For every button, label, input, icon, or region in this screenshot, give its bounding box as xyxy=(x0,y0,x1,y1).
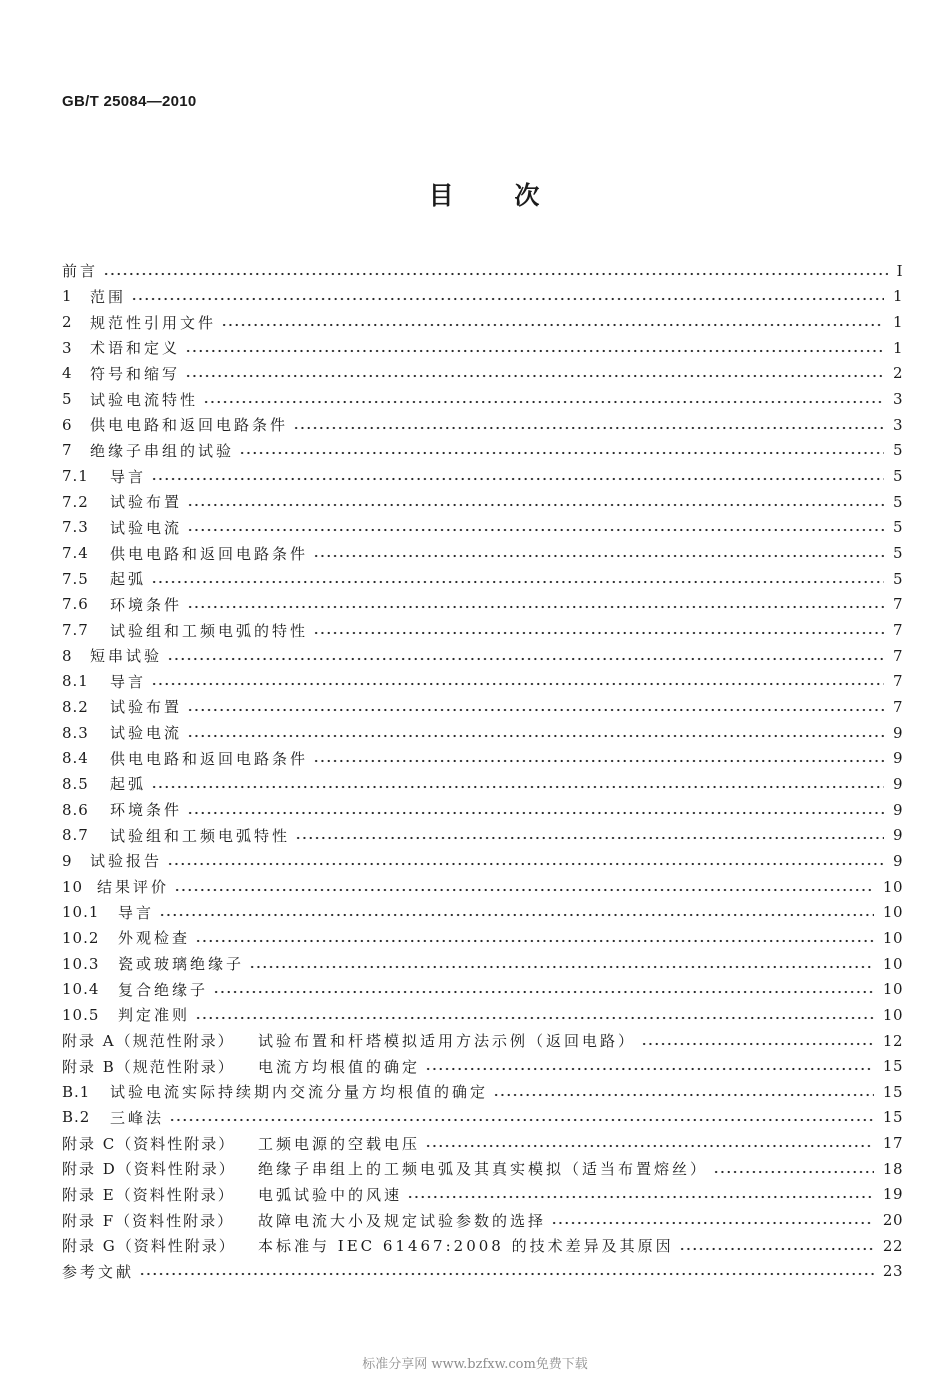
toc-entry xyxy=(62,617,903,643)
toc-entry-page: 5 xyxy=(892,569,903,588)
toc-entry-page: 7 xyxy=(892,672,903,691)
toc-leader-dots xyxy=(679,1246,874,1252)
toc-leader-dots xyxy=(131,296,884,302)
toc-entry-page: 12 xyxy=(882,1031,903,1050)
toc-entry xyxy=(62,258,903,284)
toc-entry-page: 7 xyxy=(892,646,903,665)
toc-leader-dots xyxy=(169,1117,874,1123)
table-of-contents xyxy=(62,258,903,1284)
toc-entry-number: 8.5 xyxy=(62,774,89,793)
toc-entry xyxy=(62,771,903,797)
toc-entry-title: 短串试验 xyxy=(90,647,163,666)
toc-entry xyxy=(62,386,903,412)
toc-entry-page: 9 xyxy=(892,749,903,768)
toc-entry-page: 10 xyxy=(882,877,903,896)
toc-leader-dots xyxy=(151,476,884,482)
toc-entry xyxy=(62,1105,903,1131)
toc-entry xyxy=(62,951,903,977)
toc-entry-page: Ⅰ xyxy=(896,261,903,280)
toc-entry-page: 5 xyxy=(892,544,903,563)
toc-entry-title: 试验组和工频电弧特性 xyxy=(110,826,291,845)
toc-entry-page: 15 xyxy=(882,1057,903,1076)
toc-leader-dots xyxy=(213,989,874,995)
toc-entry-page: 5 xyxy=(892,467,903,486)
toc-entry xyxy=(62,463,903,489)
toc-entry-title: 起弧 xyxy=(110,775,147,794)
toc-entry-number: 5 xyxy=(62,390,73,409)
toc-entry-number: 7.7 xyxy=(62,621,89,640)
toc-entry-page: 17 xyxy=(882,1134,903,1153)
toc-entry-title: 复合绝缘子 xyxy=(118,980,209,999)
toc-entry-page: 3 xyxy=(892,390,903,409)
toc-entry-number: 7.3 xyxy=(62,518,89,537)
toc-entry-page: 9 xyxy=(892,774,903,793)
toc-entry-page: 10 xyxy=(882,1005,903,1024)
toc-entry-page: 9 xyxy=(892,723,903,742)
toc-entry-title: 结果评价 xyxy=(97,878,170,897)
toc-entry-number: 8.2 xyxy=(62,697,89,716)
toc-entry-number: 3 xyxy=(62,338,73,357)
toc-entry-number: 8.3 xyxy=(62,723,89,742)
toc-entry-title: 绝缘子串组的试验 xyxy=(90,441,235,460)
toc-leader-dots xyxy=(151,784,884,790)
toc-entry-page: 1 xyxy=(892,287,903,306)
toc-leader-dots xyxy=(187,502,884,508)
toc-leader-dots xyxy=(187,604,884,610)
toc-entry-number: 6 xyxy=(62,415,73,434)
toc-entry-page: 20 xyxy=(882,1211,903,1230)
toc-entry-page: 7 xyxy=(892,595,903,614)
toc-entry-title: 试验电流实际持续期内交流分量方均根值的确定 xyxy=(110,1083,489,1102)
toc-entry-page: 2 xyxy=(892,364,903,383)
toc-entry xyxy=(62,874,903,900)
toc-leader-dots xyxy=(187,707,884,713)
toc-entry xyxy=(62,925,903,951)
toc-entry-number: 7.4 xyxy=(62,544,89,563)
toc-leader-dots xyxy=(295,835,884,841)
toc-entry-page: 3 xyxy=(892,415,903,434)
toc-entry-page: 10 xyxy=(882,903,903,922)
toc-entry-title: 符号和缩写 xyxy=(90,364,181,383)
toc-entry xyxy=(62,669,903,695)
toc-leader-dots xyxy=(313,553,884,559)
toc-leader-dots xyxy=(159,912,874,918)
toc-entry-number: 1 xyxy=(62,287,73,306)
toc-entry-page: 5 xyxy=(892,492,903,511)
toc-leader-dots xyxy=(187,733,884,739)
toc-leader-dots xyxy=(185,373,884,379)
toc-entry-number: 附录 B（规范性附录） xyxy=(62,1057,235,1076)
toc-entry xyxy=(62,412,903,438)
toc-entry-title: 供电电路和返回电路条件 xyxy=(110,749,309,768)
toc-entry-number: 附录 A（规范性附录） xyxy=(62,1032,235,1051)
toc-entry-page: 18 xyxy=(882,1159,903,1178)
toc-entry xyxy=(62,284,903,310)
toc-entry-page: 23 xyxy=(882,1262,903,1281)
toc-entry-number: 附录 D（资料性附录） xyxy=(62,1160,236,1179)
toc-entry-title: 工频电源的空载电压 xyxy=(258,1134,421,1153)
toc-entry-title: 电弧试验中的风速 xyxy=(258,1185,403,1204)
toc-entry xyxy=(62,566,903,592)
toc-leader-dots xyxy=(174,887,874,893)
toc-leader-dots xyxy=(249,964,874,970)
toc-entry-number: 附录 E（资料性附录） xyxy=(62,1185,235,1204)
toc-leader-dots xyxy=(139,1271,874,1277)
toc-entry xyxy=(62,1079,903,1105)
toc-entry-title: 供电电路和返回电路条件 xyxy=(90,416,289,435)
toc-entry-title: 环境条件 xyxy=(110,801,183,820)
toc-entry-page: 1 xyxy=(892,338,903,357)
toc-entry-title: 外观检查 xyxy=(118,929,191,948)
toc-entry-number: 10 xyxy=(62,877,84,896)
toc-entry xyxy=(62,694,903,720)
toc-entry-page: 9 xyxy=(892,800,903,819)
toc-entry-number: 8.7 xyxy=(62,826,89,845)
toc-entry-title: 试验布置和杆塔模拟适用方法示例（返回电路） xyxy=(258,1032,637,1051)
toc-leader-dots xyxy=(103,271,888,277)
watermark: 标准分享网 www.bzfxw.com免费下载 xyxy=(362,1357,588,1372)
toc-entry-number: 7 xyxy=(62,441,73,460)
toc-leader-dots xyxy=(195,1015,874,1021)
toc-entry-title: 环境条件 xyxy=(110,595,183,614)
toc-entry-title: 供电电路和返回电路条件 xyxy=(110,544,309,563)
toc-entry xyxy=(62,1002,903,1028)
toc-entry xyxy=(62,797,903,823)
toc-entry xyxy=(62,1207,903,1233)
toc-entry-title: 试验报告 xyxy=(90,852,163,871)
toc-entry xyxy=(62,1233,903,1259)
toc-entry-title: 故障电流大小及规定试验参数的选择 xyxy=(258,1211,547,1230)
toc-leader-dots xyxy=(425,1066,874,1072)
toc-entry-page: 15 xyxy=(882,1082,903,1101)
toc-entry xyxy=(62,540,903,566)
toc-entry-page: 7 xyxy=(892,621,903,640)
toc-entry-number: 7.2 xyxy=(62,492,89,511)
toc-entry-number: 10.2 xyxy=(62,928,100,947)
toc-entry-title: 判定准则 xyxy=(118,1006,191,1025)
toc-entry xyxy=(62,720,903,746)
toc-entry-number: 8.6 xyxy=(62,800,89,819)
toc-entry-number: B.1 xyxy=(62,1082,91,1101)
toc-leader-dots xyxy=(187,527,884,533)
toc-leader-dots xyxy=(151,681,884,687)
toc-leader-dots xyxy=(425,1143,874,1149)
toc-entry-page: 22 xyxy=(882,1236,903,1255)
toc-entry xyxy=(62,361,903,387)
toc-leader-dots xyxy=(187,810,884,816)
toc-entry-title: 试验电流 xyxy=(110,518,183,537)
toc-entry xyxy=(62,515,903,541)
toc-entry-number: 8.4 xyxy=(62,749,89,768)
toc-entry xyxy=(62,1182,903,1208)
toc-entry-page: 5 xyxy=(892,441,903,460)
toc-leader-dots xyxy=(151,579,884,585)
toc-entry-title: 绝缘子串组上的工频电弧及其真实模拟（适当布置熔丝） xyxy=(258,1160,709,1179)
toc-leader-dots xyxy=(167,656,884,662)
toc-entry-title: 三峰法 xyxy=(110,1108,165,1127)
toc-leader-dots xyxy=(313,758,884,764)
toc-entry-title: 规范性引用文件 xyxy=(90,313,217,332)
toc-entry-title: 电流方均根值的确定 xyxy=(258,1057,421,1076)
toc-entry-page: 10 xyxy=(882,980,903,999)
toc-entry-title: 试验电流特性 xyxy=(90,390,199,409)
toc-leader-dots xyxy=(293,425,884,431)
toc-entry-number: 附录 G（资料性附录） xyxy=(62,1237,236,1256)
toc-entry-page: 7 xyxy=(892,697,903,716)
toc-entry-title: 起弧 xyxy=(110,570,147,589)
toc-leader-dots xyxy=(185,348,884,354)
toc-entry-page: 10 xyxy=(882,954,903,973)
toc-leader-dots xyxy=(407,1194,874,1200)
standard-code: GB/T 25084—2010 xyxy=(62,93,197,110)
toc-entry xyxy=(62,976,903,1002)
toc-entry xyxy=(62,848,903,874)
toc-entry-page: 1 xyxy=(892,313,903,332)
toc-entry xyxy=(62,643,903,669)
toc-entry-number: 附录 F（资料性附录） xyxy=(62,1211,235,1230)
toc-entry-number: 附录 C（资料性附录） xyxy=(62,1134,236,1153)
toc-entry xyxy=(62,1130,903,1156)
toc-entry-title: 导言 xyxy=(110,467,147,486)
toc-entry-page: 9 xyxy=(892,851,903,870)
toc-entry xyxy=(62,1028,903,1054)
toc-entry-page: 19 xyxy=(882,1185,903,1204)
toc-entry-title: 本标准与 IEC 61467:2008 的技术差异及其原因 xyxy=(258,1237,674,1256)
toc-leader-dots xyxy=(221,322,884,328)
toc-entry-number: 8.1 xyxy=(62,672,89,691)
page-title: 目 次 xyxy=(428,181,540,210)
toc-leader-dots xyxy=(239,450,884,456)
toc-entry-page: 5 xyxy=(892,518,903,537)
toc-leader-dots xyxy=(551,1220,874,1226)
toc-entry-title: 导言 xyxy=(110,672,147,691)
toc-leader-dots xyxy=(493,1092,874,1098)
toc-entry-number: 7.6 xyxy=(62,595,89,614)
toc-entry-number: 10.4 xyxy=(62,980,100,999)
toc-entry-number: 10.1 xyxy=(62,903,100,922)
toc-entry-page: 9 xyxy=(892,826,903,845)
toc-leader-dots xyxy=(195,938,874,944)
toc-leader-dots xyxy=(713,1169,874,1175)
toc-entry-page: 10 xyxy=(882,928,903,947)
toc-entry-title: 术语和定义 xyxy=(90,339,181,358)
toc-entry-number: 10.5 xyxy=(62,1005,100,1024)
toc-leader-dots xyxy=(641,1041,874,1047)
toc-entry-number: 7.5 xyxy=(62,569,89,588)
toc-entry-number: 10.3 xyxy=(62,954,100,973)
toc-entry xyxy=(62,592,903,618)
toc-entry-number: 2 xyxy=(62,313,73,332)
toc-entry-title: 试验组和工频电弧的特性 xyxy=(110,621,309,640)
toc-entry-title: 范围 xyxy=(90,287,127,306)
toc-leader-dots xyxy=(203,399,884,405)
toc-leader-dots xyxy=(167,861,884,867)
toc-entry-number: 7.1 xyxy=(62,467,89,486)
toc-entry-title: 导言 xyxy=(118,903,155,922)
toc-entry-title: 前言 xyxy=(62,262,99,281)
toc-entry xyxy=(62,1156,903,1182)
toc-entry xyxy=(62,309,903,335)
toc-entry-title: 试验布置 xyxy=(110,698,183,717)
toc-entry xyxy=(62,822,903,848)
toc-entry-number: 4 xyxy=(62,364,73,383)
toc-entry xyxy=(62,1259,903,1285)
toc-entry-title: 瓷或玻璃绝缘子 xyxy=(118,955,245,974)
toc-entry-title: 试验布置 xyxy=(110,493,183,512)
toc-entry xyxy=(62,1053,903,1079)
toc-entry xyxy=(62,745,903,771)
toc-entry-number: 8 xyxy=(62,646,73,665)
toc-entry-title: 参考文献 xyxy=(62,1262,135,1281)
toc-entry-number: 9 xyxy=(62,851,73,870)
toc-leader-dots xyxy=(313,630,884,636)
toc-entry xyxy=(62,899,903,925)
toc-entry-number: B.2 xyxy=(62,1108,91,1127)
toc-entry xyxy=(62,489,903,515)
toc-entry xyxy=(62,335,903,361)
toc-entry xyxy=(62,438,903,464)
toc-entry-page: 15 xyxy=(882,1108,903,1127)
toc-entry-title: 试验电流 xyxy=(110,724,183,743)
